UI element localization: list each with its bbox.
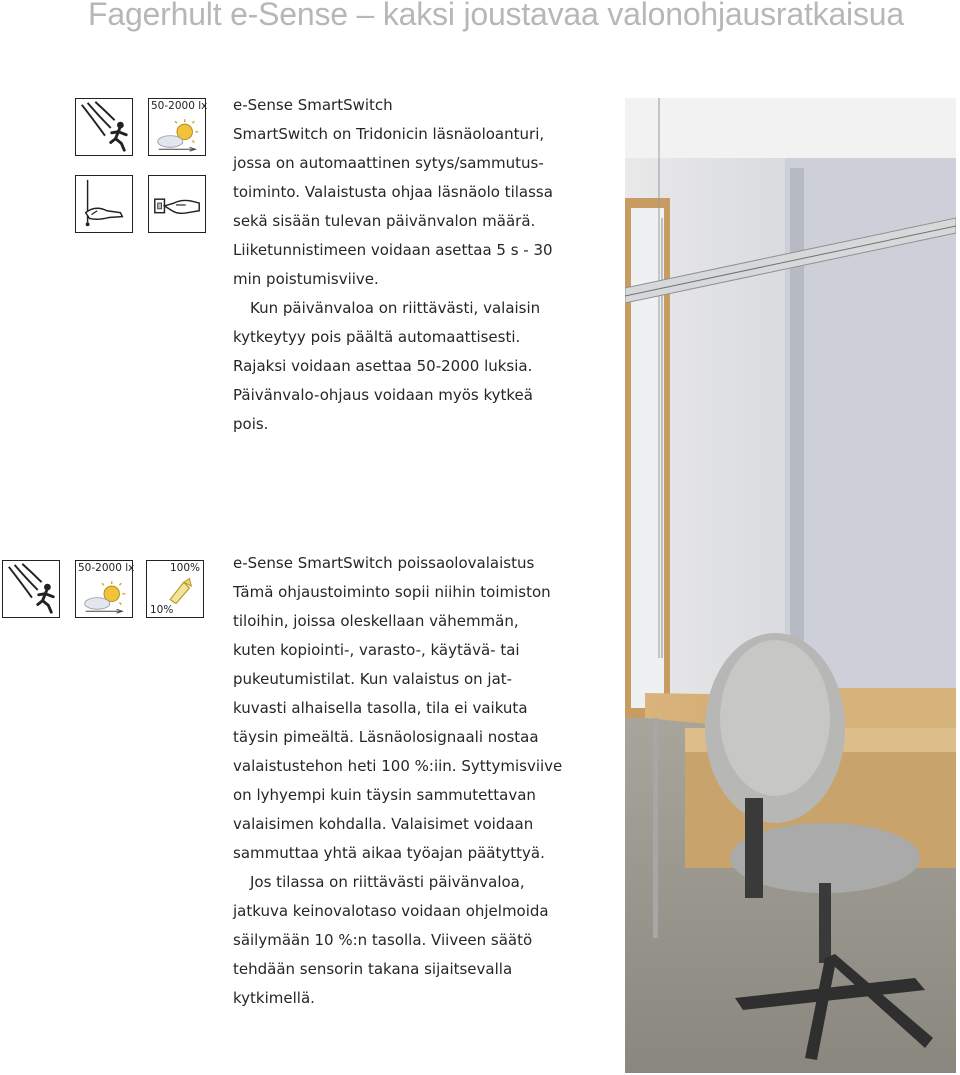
dimming-level-icon (146, 560, 204, 618)
section-heading: e-Sense SmartSwitch (233, 96, 393, 114)
high-level-label: 100% (169, 562, 200, 574)
lux-range-label: 50-2000 lx (151, 100, 208, 112)
motion-sensor-icon (75, 98, 133, 156)
motion-sensor-icon (2, 560, 60, 618)
daylight-sensor-icon (75, 560, 133, 618)
pull-cord-switch-icon (75, 175, 133, 233)
daylight-sensor-icon (148, 98, 206, 156)
section-heading: e-Sense SmartSwitch poissaolovalaistus (233, 554, 535, 572)
page-title: Fagerhult e-Sense – kaksi joustavaa valonohjausratkaisua (88, 0, 904, 32)
lux-range-label: 50-2000 lx (78, 562, 135, 574)
absence-lighting-description: e-Sense SmartSwitch poissaolovalaistus Tämä ohjaustoiminto sopii niihin toimiston tiloihin, joissa oleskellaan vähemmän, kuten kopiointi-, varasto-, käytävä- tai pukeutumistilat. Kun valaistus on jat- kuvasti alhaisella tasolla, tila ei vaikuta täysin pimeältä. Läsnäolosignaali nostaa valaistustehon heti 100 %:iin. Syttymisviive on lyhyempi kuin täysin sammutettavan valaisimen kohdalla. Valaisimet voidaan sammuttaa yhtä aikaa työajan päätyttyä. Jos tilassa on riittävästi päivänvaloa, jatkuva keinovalotaso voidaan ohjelmoida säilymään 10 %:n tasolla. Viiveen säätö tehdään sensorin takana sijaitsevalla kytkimellä. (233, 549, 562, 1013)
office-photo (625, 98, 956, 1073)
smartswitch-description: e-Sense SmartSwitch SmartSwitch on Tridonicin läsnäoloanturi, jossa on automaattinen sytys/sammutus- toiminto. Valaistusta ohjaa läsnäolo tilassa sekä sisään tulevan päivänvalon määrä. Liiketunnistimeen voidaan asettaa 5 s - 30 min poistumisviive. Kun päivänvaloa on riittävästi, valaisin kytkeytyy pois päältä automaattisesti. Rajaksi voidaan asettaa 50-2000 luksia. Päivänvalo-ohjaus voidaan myös kytkeä pois. (233, 91, 553, 439)
low-level-label: 10% (150, 604, 174, 616)
push-button-switch-icon (148, 175, 206, 233)
